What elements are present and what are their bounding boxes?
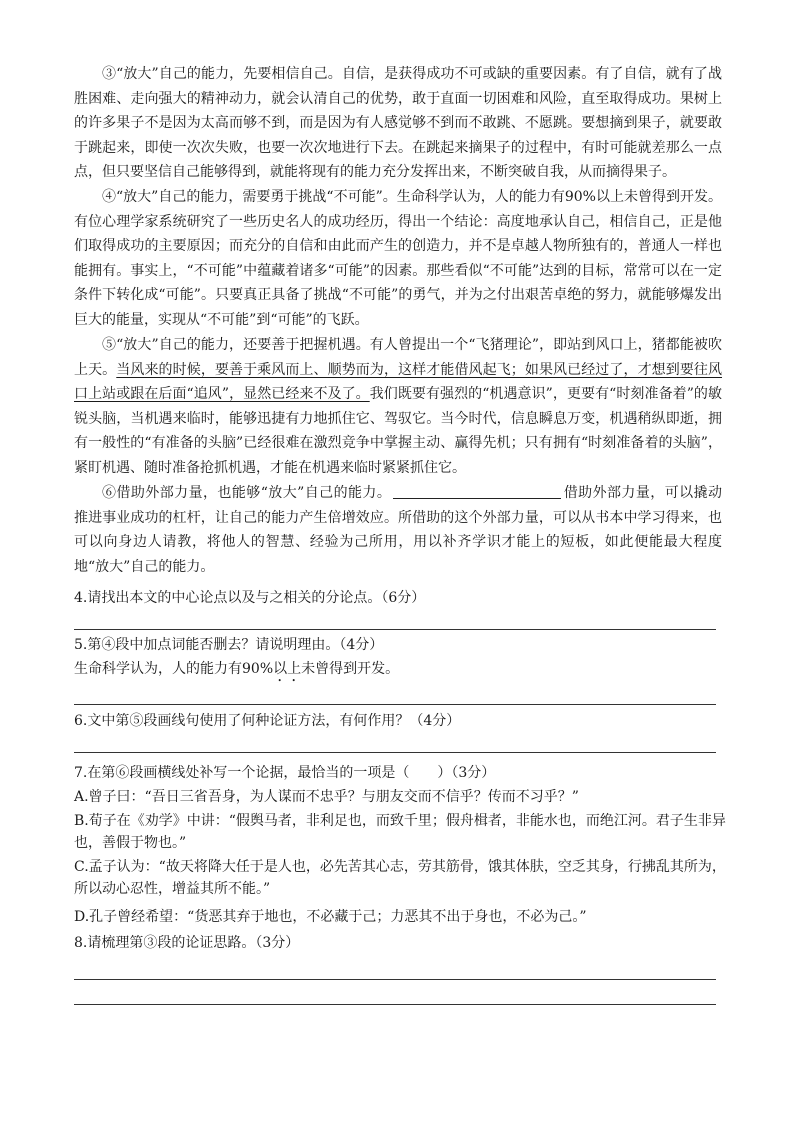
- answer-line: [74, 979, 716, 980]
- paragraph-4: ④“放大”自己的能力，需要勇于挑战“不可能”。生命科学认为，人的能力有90%以上未曾得到开发。有位心理学家系统研究了一些历史名人的成功经历，得出一个结论：高度地承认自己，相信自己，正是他们取得成功的主要原因；而充分的自信和由此而产生的创造力，并不是卓越人物所独有的，普通人一样也能拥有。事实上，“不可能”中蕴藏着诸多“可能”的因素。那些看似“不可能”达到的目标，常常可以在一定条件下转化成“可能”。只要真正具备了挑战“不可能”的勇气，并为之付出艰苦卓绝的努力，就能够爆发出巨大的能量，实现从“不可能”到“可能”的飞跃。: [74, 189, 722, 328]
- question-7-option-b: B.荀子在《劝学》中讲：“假舆马者，非利足也，而致千里；假舟楫者，非能水也，而绝江河。君子生非异也，善假于物也。”: [74, 813, 726, 851]
- question-7-option-a: A.曾子曰：“吾日三省吾身，为人谋而不忠乎？与朋友交而不信乎？传而不习乎？”: [74, 789, 579, 805]
- fill-in-blank: [393, 484, 561, 499]
- paragraph-6-opening: ⑥借助外部力量，也能够“放大”自己的能力。: [102, 485, 392, 501]
- paragraph-3: ③“放大”自己的能力，先要相信自己。自信，是获得成功不可或缺的重要因素。有了自信，就有了战胜困难、走向强大的精神动力，就会认清自己的优势，敢于直面一切困难和风险，直至取得成功。果树上的许多果子不是因为太高而够不到，而是因为有人感觉够不到而不敢跳、不愿跳。要想摘到果子，就要敢于跳起来，即使一次次失败，也要一次次地进行下去。在跳起来摘果子的过程中，有时可能就差那么一点点，但只要坚信自己能够得到，就能将现有的能力充分发挥出来，不断突破自我，从而摘得果子。: [74, 66, 722, 181]
- question-7-option-d: D.孔子曾经希望：“货恶其弃于地也，不必藏于己；力恶其不出于身也，不必为己。”: [74, 909, 587, 925]
- question-4: 4.请找出本文的中心论点以及与之相关的分论点。（6分）: [74, 590, 426, 606]
- question-6: 6.文中第⑤段画线句使用了何种论证方法，有何作用？（4分）: [74, 713, 461, 729]
- answer-line: [74, 1004, 716, 1005]
- paragraph-5-underlined-sentence: 当风来的时候，要善于乘风而上、顺势而为，这样才能借风起飞；如果风已经过了，才想到要往风口上站或跟在后面“追风”，显然已经来不及了。: [74, 361, 723, 403]
- paragraph-5: [74, 333, 722, 481]
- question-8: 8.请梳理第③段的论证思路。（3分）: [74, 935, 300, 951]
- paragraph-6: [74, 481, 722, 579]
- question-5-quote: 生命科学认为，人的能力有90%以上未曾得到开发。: [74, 661, 400, 677]
- paragraph-5-rest: 我们既要有强烈的“机遇意识”，更要有“时刻准备着”的敏锐头脑，当机遇来临时，能够迅捷有力地抓住它、驾驭它。当今时代，信息瞬息万变，机遇稍纵即逝，拥有一般性的“有准备的头脑”已经很难在激烈竞争中掌握主动、赢得先机；只有拥有“时刻准备着的头脑”，紧盯机遇、随时准备抢抓机遇，才能在机遇来临时紧紧抓住它。: [74, 386, 722, 476]
- answer-line: [74, 752, 716, 753]
- question-5: 5.第④段中加点词能否删去？请说明理由。（4分）: [74, 637, 384, 653]
- question-7-option-c: C.孟子认为：“故天将降大任于是人也，必先苦其心志，劳其筋骨，饿其体肤，空乏其身，行拂乱其所为，所以动心忍性，增益其所不能。”: [74, 859, 726, 897]
- answer-line: [74, 629, 716, 630]
- paragraph-5-opening: ⑤“放大”自己的能力，还要善于把握机遇。有人曾提出一个“飞猪理论”，即站到风口上，猪都能被吹上天。: [74, 337, 722, 378]
- paragraph-6-rest: 借助外部力量，可以撬动推进事业成功的杠杆，让自己的能力产生倍增效应。所借助的这个外部力量，可以从书本中学习得来，也可以向身边人请教，将他人的智慧、经验为己所用，用以补齐学识才能上的短板，如此便能最大程度地“放大”自己的能力。: [74, 485, 722, 575]
- answer-line: [74, 704, 716, 705]
- emphasis-dotted-word: 以上: [273, 661, 302, 677]
- question-7: 7.在第⑥段画横线处补写一个论据，最恰当的一项是（ ）（3分）: [74, 765, 496, 781]
